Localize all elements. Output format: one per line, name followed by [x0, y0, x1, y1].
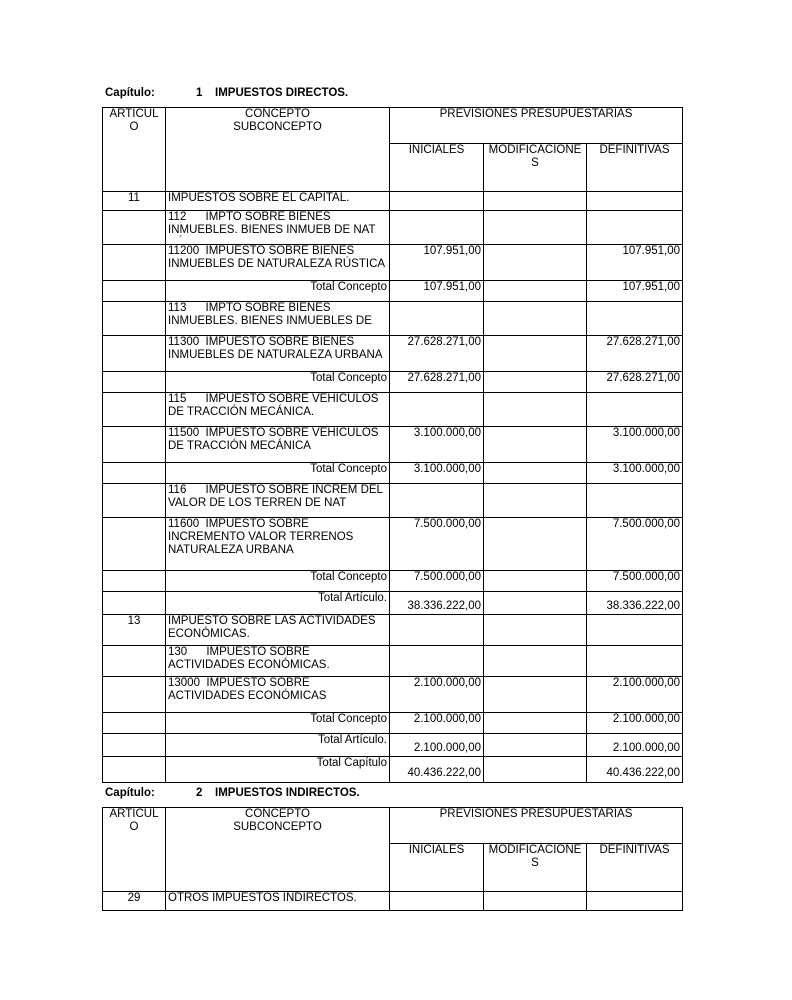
table-row — [103, 892, 683, 911]
concepto-text: 13000 IMPUESTO SOBRE ACTIVIDADES ECONÓMICAS — [168, 677, 327, 702]
concepto-cell — [166, 677, 390, 713]
modificaciones-cell — [484, 211, 587, 245]
definitivas-cell: 38.336.222,00 — [587, 592, 683, 615]
header-concepto-label: CONCEPTO — [245, 808, 310, 820]
definitivas-cell: 2.100.000,00 — [587, 677, 683, 713]
definitivas-cell: 3.100.000,00 — [587, 427, 683, 463]
chapter-title: IMPUESTOS INDIRECTOS. — [215, 787, 360, 799]
concepto-text: 11200 IMPUESTO SOBRE BIENES INMUEBLES DE NATURALEZA RÚSTICA — [168, 245, 386, 270]
iniciales-cell — [390, 302, 484, 336]
header-previsiones: PREVISIONES PRESUPUESTARIAS — [390, 808, 683, 844]
articulo-cell — [103, 646, 166, 677]
iniciales-cell — [390, 192, 484, 211]
table-row — [103, 302, 683, 336]
concepto-text: 11500 IMPUESTO SOBRE VEHÍCULOS DE TRACCIÓN MECÁNICA — [168, 427, 382, 452]
iniciales-cell: 2.100.000,00 — [390, 713, 484, 734]
modificaciones-cell — [484, 372, 587, 393]
definitivas-cell — [587, 646, 683, 677]
concepto-cell — [166, 245, 390, 281]
concepto-text: 115 IMPUESTO SOBRE VEHÍCULOS DE TRACCIÓN MECÁNICA. — [168, 393, 382, 418]
header-articulo: ARTÍCUL O — [103, 808, 166, 892]
definitivas-cell: 7.500.000,00 — [587, 571, 683, 592]
definitivas-cell — [587, 393, 683, 427]
articulo-cell — [103, 734, 166, 757]
definitivas-cell: 2.100.000,00 — [587, 734, 683, 757]
definitivas-cell: 27.628.271,00 — [587, 336, 683, 372]
concepto-cell — [166, 615, 390, 646]
header-articulo: ARTÍCUL O — [103, 108, 166, 192]
definitivas-cell: 107.951,00 — [587, 245, 683, 281]
concepto-text: 116 IMPUESTO SOBRE INCREM DEL VALOR DE LOS TERREN DE NAT — [168, 484, 383, 509]
header-subconcepto-label: SUBCONCEPTO — [233, 121, 322, 133]
chapter-1-heading — [105, 87, 348, 99]
concepto-text: 11300 IMPUESTO SOBRE BIENES INMUEBLES DE NATURALEZA URBANA — [168, 336, 383, 361]
articulo-cell — [103, 571, 166, 592]
definitivas-cell — [587, 192, 683, 211]
modificaciones-cell — [484, 427, 587, 463]
articulo-cell — [103, 336, 166, 372]
chapter-number: 1 — [196, 87, 203, 99]
modificaciones-cell — [484, 518, 587, 571]
header-concepto-label: CONCEPTO — [245, 108, 310, 120]
modificaciones-cell — [484, 677, 587, 713]
total-capitulo-label: Total Capítulo — [166, 757, 390, 783]
table-row — [103, 615, 683, 646]
iniciales-cell: 3.100.000,00 — [390, 427, 484, 463]
table-row — [103, 592, 683, 615]
table-row — [103, 336, 683, 372]
chapter-number: 2 — [196, 787, 203, 799]
definitivas-cell: 40.436.222,00 — [587, 757, 683, 783]
modificaciones-cell — [484, 484, 587, 518]
articulo-cell — [103, 677, 166, 713]
total-concepto-label: Total Concepto — [166, 713, 390, 734]
articulo-cell: 29 — [103, 892, 166, 911]
header-concepto — [166, 808, 390, 892]
definitivas-cell — [587, 615, 683, 646]
table-row — [103, 518, 683, 571]
definitivas-cell — [587, 892, 683, 911]
table-row — [103, 734, 683, 757]
iniciales-cell: 107.951,00 — [390, 245, 484, 281]
modificaciones-cell — [484, 734, 587, 757]
table-row — [103, 393, 683, 427]
table-row — [103, 646, 683, 677]
table-row — [103, 463, 683, 484]
articulo-cell — [103, 463, 166, 484]
iniciales-cell: 38.336.222,00 — [390, 592, 484, 615]
articulo-cell — [103, 211, 166, 245]
iniciales-cell — [390, 646, 484, 677]
header-definitivas: DEFINITIVAS — [587, 844, 683, 892]
articulo-cell: 11 — [103, 192, 166, 211]
articulo-cell — [103, 757, 166, 783]
modificaciones-cell — [484, 615, 587, 646]
total-concepto-label: Total Concepto — [166, 463, 390, 484]
table-row — [103, 372, 683, 393]
definitivas-cell: 107.951,00 — [587, 281, 683, 302]
table-row — [103, 427, 683, 463]
modificaciones-cell — [484, 892, 587, 911]
iniciales-cell — [390, 484, 484, 518]
modificaciones-cell — [484, 393, 587, 427]
iniciales-cell: 107.951,00 — [390, 281, 484, 302]
chapter-label: Capítulo: — [105, 787, 155, 799]
table-row — [103, 713, 683, 734]
articulo-cell — [103, 427, 166, 463]
modificaciones-cell — [484, 571, 587, 592]
articulo-cell — [103, 372, 166, 393]
iniciales-cell — [390, 211, 484, 245]
table-row — [103, 677, 683, 713]
budget-table-chapter-1 — [102, 107, 683, 783]
concepto-cell — [166, 646, 390, 677]
chapter-title: IMPUESTOS DIRECTOS. — [215, 87, 349, 99]
modificaciones-cell — [484, 245, 587, 281]
definitivas-cell: 2.100.000,00 — [587, 713, 683, 734]
header-modificaciones: MODIFICACIONE S — [484, 144, 587, 192]
concepto-cell — [166, 393, 390, 427]
articulo-cell — [103, 281, 166, 302]
articulo-cell — [103, 592, 166, 615]
iniciales-cell — [390, 892, 484, 911]
articulo-cell — [103, 302, 166, 336]
total-articulo-label: Total Artículo. — [166, 592, 390, 615]
header-concepto — [166, 108, 390, 192]
articulo-cell — [103, 713, 166, 734]
total-concepto-label: Total Concepto — [166, 571, 390, 592]
iniciales-cell: 27.628.271,00 — [390, 336, 484, 372]
modificaciones-cell — [484, 757, 587, 783]
concepto-text: IMPUESTO SOBRE LAS ACTIVIDADES ECONÓMICAS. — [168, 615, 376, 640]
articulo-cell — [103, 484, 166, 518]
budget-table-chapter-2 — [102, 807, 683, 911]
modificaciones-cell — [484, 281, 587, 302]
concepto-cell — [166, 211, 390, 245]
total-concepto-label: Total Concepto — [166, 372, 390, 393]
concepto-cell — [166, 336, 390, 372]
iniciales-cell — [390, 615, 484, 646]
definitivas-cell — [587, 211, 683, 245]
iniciales-cell: 7.500.000,00 — [390, 518, 484, 571]
concepto-text: OTROS IMPUESTOS INDIRECTOS. — [168, 892, 357, 904]
table-row — [103, 484, 683, 518]
iniciales-cell: 3.100.000,00 — [390, 463, 484, 484]
table-row — [103, 757, 683, 783]
header-definitivas: DEFINITIVAS — [587, 144, 683, 192]
header-iniciales: INICIALES — [390, 844, 484, 892]
modificaciones-cell — [484, 302, 587, 336]
concepto-cell — [166, 192, 390, 211]
modificaciones-cell — [484, 192, 587, 211]
modificaciones-cell — [484, 336, 587, 372]
chapter-2-heading — [105, 787, 360, 799]
iniciales-cell — [390, 393, 484, 427]
definitivas-cell: 7.500.000,00 — [587, 518, 683, 571]
header-previsiones: PREVISIONES PRESUPUESTARIAS — [390, 108, 683, 144]
iniciales-cell: 2.100.000,00 — [390, 677, 484, 713]
iniciales-cell: 2.100.000,00 — [390, 734, 484, 757]
table-row — [103, 245, 683, 281]
definitivas-cell — [587, 302, 683, 336]
header-subconcepto-label: SUBCONCEPTO — [233, 821, 322, 833]
header-iniciales: INICIALES — [390, 144, 484, 192]
iniciales-cell: 27.628.271,00 — [390, 372, 484, 393]
header-modificaciones: MODIFICACIONE S — [484, 844, 587, 892]
total-articulo-label: Total Artículo. — [166, 734, 390, 757]
table-row — [103, 211, 683, 245]
table-row — [103, 281, 683, 302]
concepto-text: 112 IMPTO SOBRE BIENES INMUEBLES. BIENES INMUEB DE NAT — [168, 211, 376, 236]
definitivas-cell: 27.628.271,00 — [587, 372, 683, 393]
concepto-text: 11600 IMPUESTO SOBRE INCREMENTO VALOR TERRENOS NATURALEZA URBANA — [168, 518, 357, 556]
modificaciones-cell — [484, 463, 587, 484]
modificaciones-cell — [484, 592, 587, 615]
concepto-text: IMPUESTOS SOBRE EL CAPITAL. — [168, 192, 350, 204]
modificaciones-cell — [484, 713, 587, 734]
articulo-cell: 13 — [103, 615, 166, 646]
total-concepto-label: Total Concepto — [166, 281, 390, 302]
articulo-cell — [103, 518, 166, 571]
chapter-label: Capítulo: — [105, 87, 155, 99]
definitivas-cell — [587, 484, 683, 518]
concepto-text: 113 IMPTO SOBRE BIENES INMUEBLES. BIENES INMUEBLES DE — [168, 302, 372, 327]
concepto-cell — [166, 427, 390, 463]
iniciales-cell: 40.436.222,00 — [390, 757, 484, 783]
modificaciones-cell — [484, 646, 587, 677]
articulo-cell — [103, 245, 166, 281]
concepto-text: 130 IMPUESTO SOBRE ACTIVIDADES ECONÓMICAS. — [168, 646, 330, 671]
articulo-cell — [103, 393, 166, 427]
concepto-cell — [166, 484, 390, 518]
concepto-cell — [166, 302, 390, 336]
iniciales-cell: 7.500.000,00 — [390, 571, 484, 592]
concepto-cell — [166, 518, 390, 571]
table-row — [103, 192, 683, 211]
concepto-cell — [166, 892, 390, 911]
table-row — [103, 571, 683, 592]
definitivas-cell: 3.100.000,00 — [587, 463, 683, 484]
